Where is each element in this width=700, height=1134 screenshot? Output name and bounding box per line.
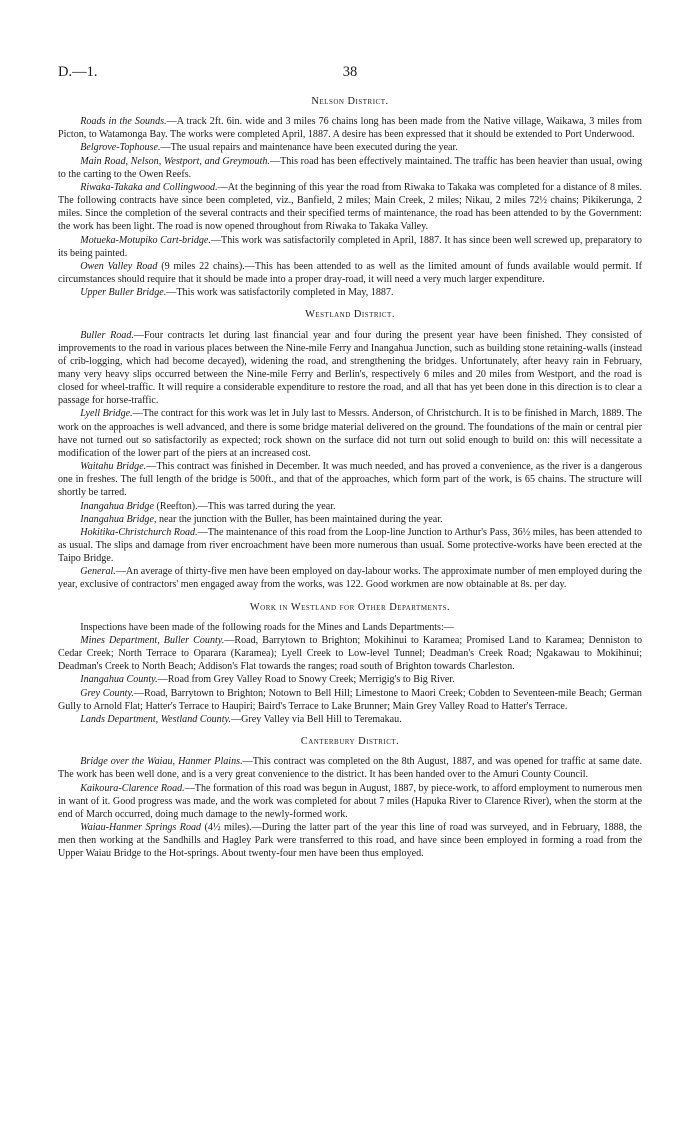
- paragraph-lead: Lands Department, Westland County.: [80, 713, 231, 725]
- paragraph: [58, 500, 642, 513]
- paragraph-lead: Inangahua Bridge: [80, 500, 154, 512]
- paragraph-lead: Inangahua County.: [80, 674, 158, 686]
- section-heading-nelson: Nelson District.: [311, 96, 389, 107]
- paragraph-text: —The usual repairs and maintenance have been executed during the year.: [160, 142, 458, 154]
- paragraph: [58, 565, 642, 591]
- paragraph-lead: Inangahua Bridge: [80, 513, 154, 525]
- paragraph: [58, 407, 642, 460]
- paragraph-lead: Grey County.: [80, 687, 134, 699]
- paragraph-text: —Grey Valley via Bell Hill to Teremakau.: [230, 713, 402, 725]
- paragraph: [58, 286, 642, 299]
- paragraph: [58, 329, 642, 408]
- section-heading-canterbury: Canterbury District.: [300, 736, 400, 748]
- paragraph-lead: Upper Buller Bridge.: [80, 287, 167, 299]
- paragraph: [58, 460, 642, 499]
- document-body: [58, 95, 642, 860]
- paragraph-lead: Hokitika-Christchurch Road.: [80, 526, 198, 538]
- paragraph-text: —An average of thirty-five men have been employed on day-labour works. The approximate number of men employed during the year, exclusive of contractors' men engaged away from the works, was 122. Good workmen are now obtainable at 8s. per day.: [58, 566, 642, 591]
- paragraph-text: —This road has been effectively maintained. The traffic has been heavier than usual, owing to the carting to the Owen Reefs.: [58, 155, 642, 180]
- paragraph-text: —The formation of this road was begun in August, 1887, by piece-work, to afford employment to numerous men in want of it. Good progress was made, and the work was completed for about 7 miles (Hapuka River to Clarence River), when the storm at the end of March occurred, doing much damage to the newly-formed work.: [58, 782, 643, 820]
- paragraph-text: (Reefton).—This was tarred during the year.: [153, 500, 336, 512]
- paragraph-lead: Buller Road.: [80, 329, 134, 341]
- page-number: 38: [342, 64, 358, 80]
- paragraph-text: (4½ miles).—During the latter part of the year this line of road was surveyed, and in February, 1888, the men then working at the Sandhills and Hagley Park were transferred to this road, and have since been employed in forming a road from the Upper Waiau Bridge to the Hot-springs. About twenty-four men have been thus employed.: [58, 821, 642, 860]
- paragraph: [58, 673, 642, 686]
- paragraph-lead: Owen Valley Road: [80, 260, 158, 272]
- paragraph: [58, 782, 642, 821]
- paragraph: [58, 687, 642, 713]
- paragraph: [58, 115, 642, 141]
- paragraph: [58, 260, 642, 286]
- paragraph-text: —A track 2ft. 6in. wide and 3 miles 76 chains long has been made from the Native village, Waikawa, 3 miles from Picton, to Watamonga Bay. The works were completed April, 1887. A desire has been expressed that it should be extended to Port Underwood.: [58, 116, 642, 141]
- paragraph-lead: Kaikoura-Clarence Road.: [80, 782, 185, 794]
- paragraph: [58, 713, 642, 726]
- paragraph: [58, 234, 642, 260]
- paragraph-lead: Mines Department, Buller County.: [80, 634, 225, 646]
- paragraph-lead: Waiau-Hanmer Springs Road: [80, 821, 202, 833]
- paragraph-text: , near the junction with the Buller, has been maintained during the year.: [153, 513, 443, 525]
- paragraph-lead: Roads in the Sounds.: [80, 116, 167, 128]
- paragraph: [58, 821, 642, 860]
- paragraph-text: —Road from Grey Valley Road to Snowy Creek; Merrigig's to Big River.: [157, 674, 455, 686]
- paragraph-text: (9 miles 22 chains).—This has been attended to as well as the limited amount of funds available would permit. If circumstances should require that it should be made into a proper dray-road, it will need a very much larger expenditure.: [58, 260, 642, 286]
- paragraph-lead: Belgrove-Tophouse.: [80, 142, 161, 154]
- paragraph-text: —Road, Barrytown to Brighton; Notown to Bell Hill; Limestone to Maori Creek; Cobden to Seventeen-mile Beach; German Gully to Arnold Flat; Hatter's Terrace to Haupiri; Baird's Terrace to Lake Brunner; Main Grey Valley Road to Hatter's Terrace.: [58, 687, 642, 712]
- paragraph-text: —Four contracts let during last financial year and four during the present year have been finished. They consisted of improvements to the road in various places between the Nine-mile Ferry and Inangahua Junction, such as building stone retaining-walls (instead of crib-logging, which had become decayed), widening the road, and strengthening the bridges. Unfortunately, after heavy rain in February, many very heavy slips occurred between the Nine-mile Ferry and Berlin's, respectively 6 miles and 20 miles from Westport, and the road is closed for wheel-traffic. It will require a considerable expenditure to restore the road, and all that has yet been done in this direction is to clear a passage for horse-traffic.: [58, 329, 642, 407]
- paragraph: [58, 621, 642, 634]
- page-header: [58, 64, 642, 82]
- paragraph-text: —This contract was completed on the 8th August, 1887, and was opened for traffic at same date. The work has been well done, and is a very great convenience to the district. It has been handed over to the Amuri County Council.: [58, 756, 642, 781]
- paragraph-lead: Waitahu Bridge.: [80, 461, 147, 473]
- paragraph-text: —The maintenance of this road from the Loop-line Junction to Arthur's Pass, 36½ miles, has been attended to as usual. The slips and damage from river encroachment have been more numerous than usual. Some protective-works have been erected at the Taipo Bridge.: [58, 526, 642, 565]
- paragraph-text: Inspections have been made of the following roads for the Mines and Lands Departments:—: [80, 621, 454, 633]
- paragraph-lead: General.: [80, 566, 116, 578]
- paragraph-lead: Lyell Bridge.: [80, 408, 133, 420]
- paragraph: [58, 526, 642, 565]
- paragraph-lead: Bridge over the Waiau, Hanmer Plains.: [80, 756, 243, 768]
- paragraph: [58, 155, 642, 181]
- document-reference: D.—1.: [58, 64, 98, 80]
- section-heading-other-departments: Work in Westland for Other Departments.: [249, 601, 451, 613]
- paragraph: [58, 513, 642, 526]
- section-heading-westland: Westland District.: [305, 309, 395, 321]
- paragraph-text: —At the beginning of this year the road from Riwaka to Takaka was completed for a distance of 8 miles. The following contracts have since been completed, viz., Banfield, 2 miles; Main Creek, 2 miles; Nikau, 2 miles 72½ chains; Pikikerunga, 2 miles. Since the completion of the several contracts and their specified terms of maintenance, the road has been attended to by the Government: the work has been light. The road is now opened throughout from Riwaka to Takaka Valley.: [58, 181, 642, 233]
- paragraph: [58, 181, 642, 234]
- paragraph-lead: Main Road, Nelson, Westport, and Greymouth.: [80, 155, 270, 167]
- paragraph-text: —Road, Barrytown to Brighton; Mokihinui to Karamea; Promised Land to Karamea; Denniston to Cedar Creek; North Terrace to Oparara (Karamea); Lyell Creek to Low-level Tunnel; Deadman's Creek Road; Ngakawau to Mokihinui; Deadman's Creek to North Beach; Addison's Flat towards the ranges; road south of Brighton towards Charleston.: [58, 634, 642, 673]
- paragraph-text: —This work was satisfactorily completed in May, 1887.: [166, 287, 394, 299]
- paragraph-lead: Motueka-Motupiko Cart-bridge.: [80, 234, 211, 246]
- paragraph-text: —The contract for this work was let in July last to Messrs. Anderson, of Christchurch. It is to be finished in March, 1889. The work on the approaches is well advanced, and there is some bridge material delivered on the ground. The foundations of the main or central pier have not turned out so satisfactorily as expected; rock shown on the surface did not turn out solid enough to build on: this will necessitate a modification of the lower part of the piers at an increased cost.: [58, 408, 642, 459]
- paragraph: [58, 755, 642, 781]
- paragraph-text: —This work was satisfactorily completed in April, 1887. It has since been well screwed up, preparatory to its being painted.: [58, 234, 642, 259]
- paragraph: [58, 634, 642, 673]
- paragraph-text: —This contract was finished in December. It was much needed, and has proved a convenience, as the river is a dangerous one in freshes. The full length of the bridge is 500ft., and that of the approaches, which form part of the work, is 65 chains. The structure will shortly be tarred.: [58, 461, 643, 499]
- paragraph: [58, 141, 642, 154]
- paragraph-lead: Riwaka-Takaka and Collingwood.: [80, 181, 218, 193]
